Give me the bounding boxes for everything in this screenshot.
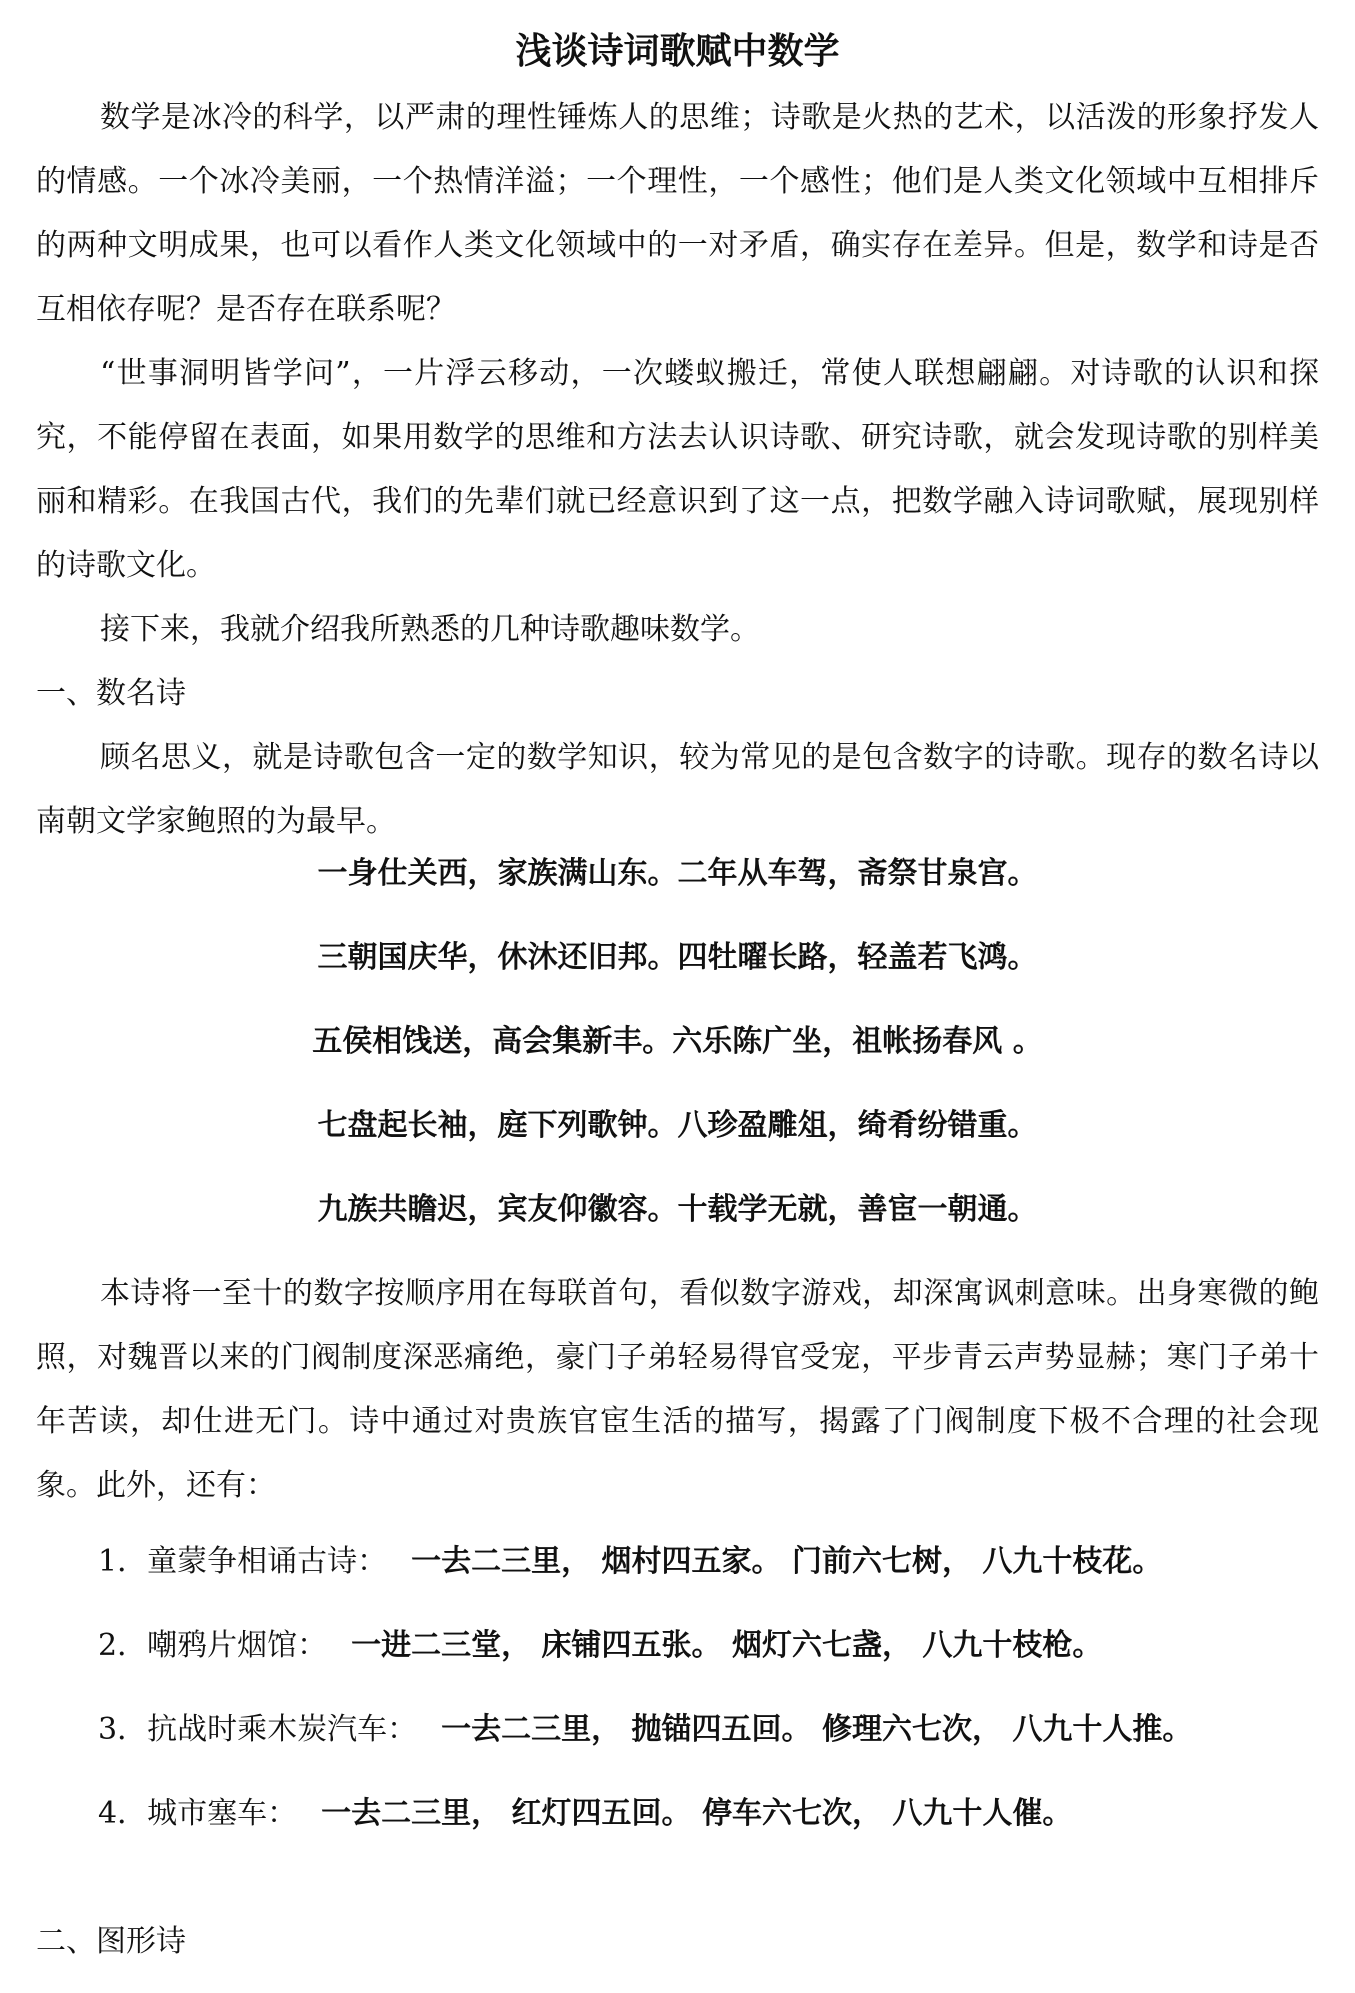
item-verse: 一去二三里， 烟村四五家。 门前六七树， 八九十枝花。 bbox=[411, 1544, 1163, 1579]
list-item bbox=[98, 1786, 1072, 1842]
poem-line: 七盘起长袖，庭下列歌钟。八珍盈雕俎，绮肴纷错重。 bbox=[317, 1108, 1038, 1143]
item-verse: 一去二三里， 红灯四五回。 停车六七次， 八九十人催。 bbox=[321, 1796, 1073, 1831]
item-label: 4．城市塞车： bbox=[98, 1796, 298, 1831]
item-label: 1．童蒙争相诵古诗： bbox=[98, 1544, 388, 1579]
poem-line: 一身仕关西，家族满山东。二年从车驾，斋祭甘泉宫。 bbox=[317, 856, 1038, 891]
section-heading-tuxing: 二、图形诗 bbox=[36, 1924, 186, 1959]
list-item bbox=[98, 1618, 1102, 1674]
item-verse: 一进二三堂， 床铺四五张。 烟灯六七盏， 八九十枝枪。 bbox=[351, 1628, 1103, 1663]
paragraph-gumingsiyi: 顾名思义，就是诗歌包含一定的数学知识，较为常见的是包含数字的诗歌。现存的数名诗以南朝文学家鲍照的为最早。 bbox=[36, 740, 1319, 839]
intro-paragraph: 数学是冰冷的科学，以严肃的理性锤炼人的思维；诗歌是火热的艺术，以活泼的形象抒发人的情感。一个冰冷美丽，一个热情洋溢；一个理性，一个感性；他们是人类文化领域中互相排斥的两种文明成果，也可以看作人类文化领域中的一对矛盾，确实存在差异。但是，数学和诗是否互相依存呢？是否存在联系呢？ bbox=[36, 100, 1319, 327]
paragraph-jiexialai: 接下来，我就介绍我所熟悉的几种诗歌趣味数学。 bbox=[100, 612, 760, 647]
item-verse: 一去二三里， 抛锚四五回。 修理六七次， 八九十人推。 bbox=[441, 1712, 1193, 1747]
item-label: 3．抗战时乘木炭汽车： bbox=[98, 1712, 418, 1747]
list-item bbox=[98, 1702, 1192, 1758]
item-label: 2．嘲鸦片烟馆： bbox=[98, 1628, 328, 1663]
paragraph-benshi: 本诗将一至十的数字按顺序用在每联首句，看似数字游戏，却深寓讽刺意味。出身寒微的鲍照，对魏晋以来的门阀制度深恶痛绝，豪门子弟轻易得官受宠，平步青云声势显赫；寒门子弟十年苦读，却仕进无门。诗中通过对贵族官宦生活的描写，揭露了门阀制度下极不合理的社会现象。此外，还有： bbox=[36, 1276, 1319, 1503]
page-title: 浅谈诗词歌赋中数学 bbox=[515, 31, 840, 72]
list-item bbox=[98, 1534, 1162, 1590]
poem-line: 九族共瞻迟，宾友仰徽容。十载学无就，善宦一朝通。 bbox=[317, 1192, 1038, 1227]
poem-line: 三朝国庆华，休沐还旧邦。四牡曜长路，轻盖若飞鸿。 bbox=[317, 940, 1038, 975]
poem-line: 五侯相饯送，高会集新丰。六乐陈广坐，祖帐扬春风 。 bbox=[312, 1024, 1043, 1059]
paragraph-shishi: “世事洞明皆学问”，一片浮云移动，一次蝼蚁搬迁，常使人联想翩翩。对诗歌的认识和探究，不能停留在表面，如果用数学的思维和方法去认识诗歌、研究诗歌，就会发现诗歌的别样美丽和精彩。在我国古代，我们的先辈们就已经意识到了这一点，把数学融入诗词歌赋，展现别样的诗歌文化。 bbox=[36, 356, 1319, 583]
section-heading-shuming: 一、数名诗 bbox=[36, 676, 186, 711]
